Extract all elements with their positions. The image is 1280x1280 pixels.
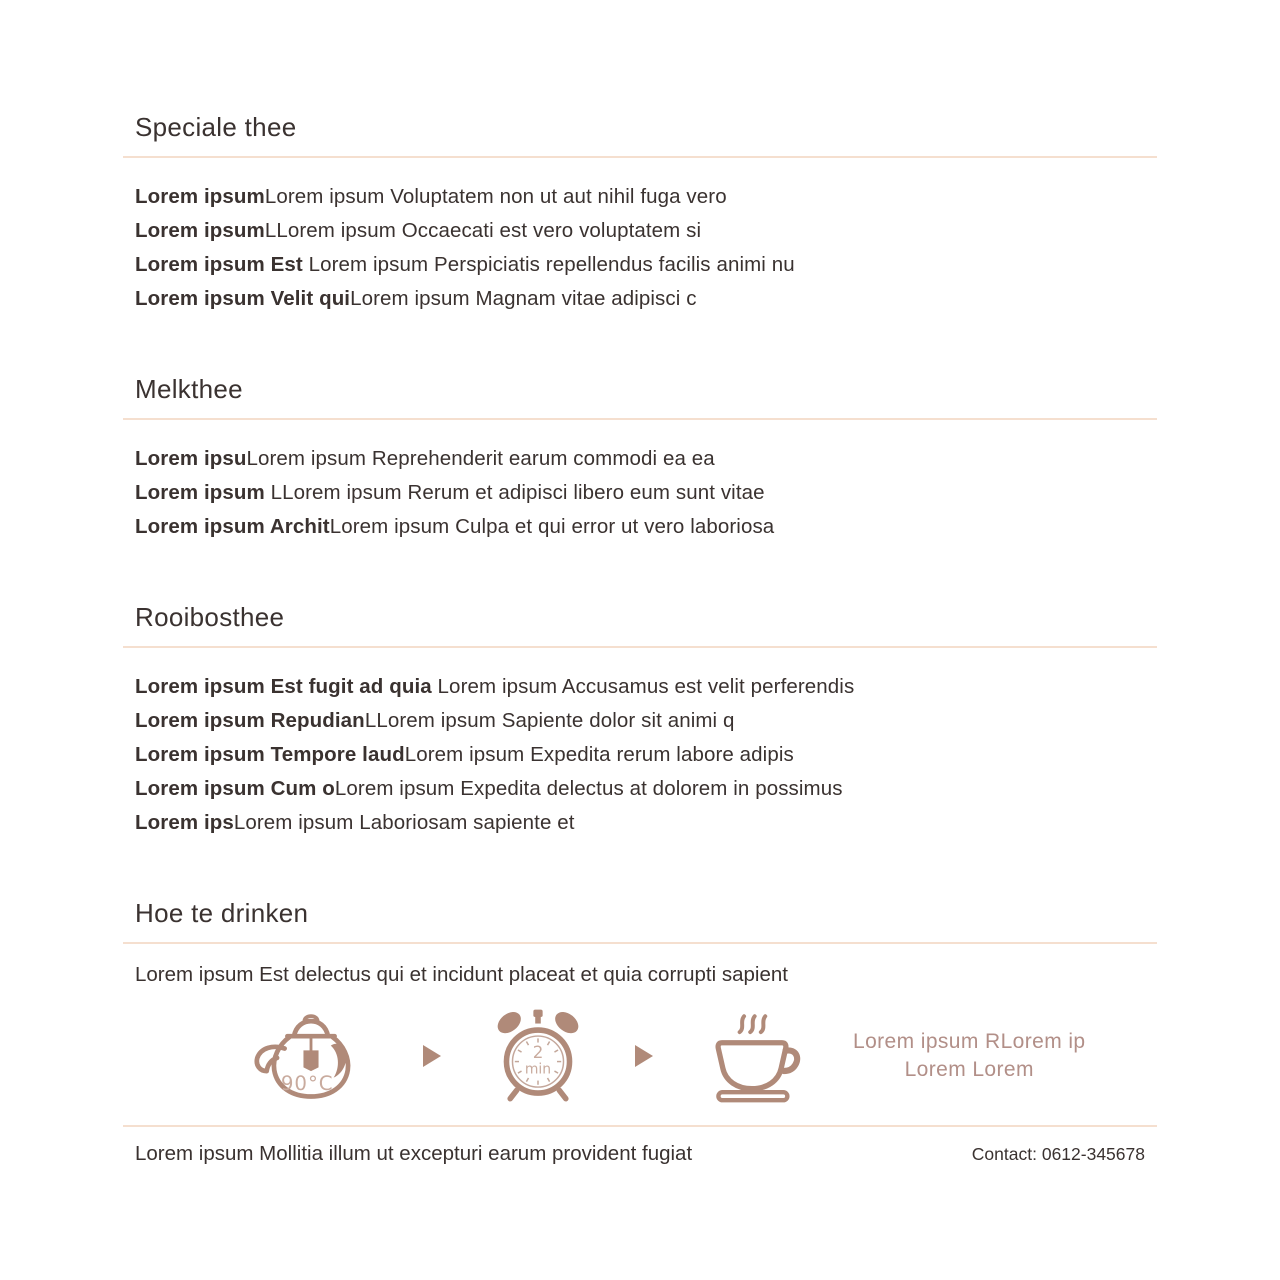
menu-item-list [123,670,1157,840]
menu-item-description: LLorem ipsum Rerum et adipisci libero eum sunt vitae [264,481,765,504]
menu-item-name: Lorem ipsum Tempore laud [135,743,405,766]
tea-menu-page [123,0,1157,1169]
footer-divider [123,1125,1157,1127]
menu-item-name: Lorem ipsu [135,447,247,470]
menu-item [135,806,1157,840]
menu-item-description: LLorem ipsum Sapiente dolor sit animi q [364,709,735,732]
menu-item-description: Lorem ipsum Reprehenderit earum commodi ea ea [246,447,715,470]
section-speciale-thee [123,112,1157,316]
menu-item-name: Lorem ipsum [135,185,265,208]
menu-item [135,738,1157,772]
footer [123,1139,1157,1169]
steep-time-value: 2 [532,1042,544,1062]
menu-item [135,476,1157,510]
menu-item [135,772,1157,806]
menu-item [135,704,1157,738]
menu-item [135,214,1157,248]
menu-item [135,442,1157,476]
howto-steps [123,1000,1157,1112]
menu-item [135,510,1157,544]
menu-item-description: Lorem ipsum Culpa et qui error ut vero laboriosa [329,515,775,538]
contact-label: Contact: 0612-345678 [971,1144,1145,1164]
menu-item [135,282,1157,316]
menu-item-description: Lorem ipsum Perspiciatis repellendus facilis animi nu [302,253,795,276]
menu-item [135,248,1157,282]
menu-item [135,180,1157,214]
arrow-right-icon [633,1043,655,1069]
menu-item-description: Lorem ipsum Expedita delectus at dolorem in possimus [334,777,843,800]
howto-note [853,1028,1085,1084]
howto-note-line: Lorem Lorem [904,1058,1034,1081]
menu-item-list [123,180,1157,316]
menu-item [135,670,1157,704]
section-title: Melkthee [135,374,243,404]
section-divider [123,646,1157,648]
menu-item-name: Lorem ipsum [135,481,265,504]
section-hoe-te-drinken [123,898,1157,1169]
menu-item-description: Lorem ipsum Magnam vitae adipisci c [350,287,697,310]
arrow-right-icon [421,1043,443,1069]
menu-item-name: Lorem ipsum Archit [135,515,330,538]
steep-time-unit: min [524,1061,552,1078]
menu-item-name: Lorem ipsum [135,219,265,242]
section-melkthee [123,374,1157,544]
section-title: Hoe te drinken [135,898,309,928]
menu-item-name: Lorem ipsum Repudian [135,709,365,732]
menu-item-name: Lorem ipsum Est [135,253,303,276]
menu-item-name: Lorem ips [135,811,234,834]
section-divider [123,418,1157,420]
alarm-clock-icon [487,1002,589,1110]
section-divider [123,942,1157,944]
teapot-icon [245,1003,377,1109]
menu-item-description: Lorem ipsum Voluptatem non ut aut nihil fuga vero [264,185,727,208]
menu-item-name: Lorem ipsum Cum o [135,777,335,800]
menu-item-description: Lorem ipsum Laboriosam sapiente et [233,811,575,834]
menu-item-description: Lorem ipsum Accusamus est velit perferendis [431,675,855,698]
section-title: Speciale thee [135,112,297,142]
howto-intro: Lorem ipsum Est delectus qui et incidunt placeat et quia corrupti sapient [135,963,788,986]
menu-item-name: Lorem ipsum Est fugit ad quia [135,675,432,698]
footer-text: Lorem ipsum Mollitia illum ut excepturi earum provident fugiat [135,1142,693,1165]
steep-temperature-label: 90°C [280,1071,334,1095]
howto-note-line: Lorem ipsum RLorem ip [853,1030,1086,1053]
section-title: Rooibosthee [135,602,285,632]
section-divider [123,156,1157,158]
menu-item-description: LLorem ipsum Occaecati est vero voluptatem si [264,219,702,242]
menu-item-list [123,442,1157,544]
menu-item-name: Lorem ipsum Velit qui [135,287,351,310]
menu-item-description: Lorem ipsum Expedita rerum labore adipis [404,743,794,766]
section-rooibosthee [123,602,1157,840]
teacup-icon [699,1009,805,1103]
